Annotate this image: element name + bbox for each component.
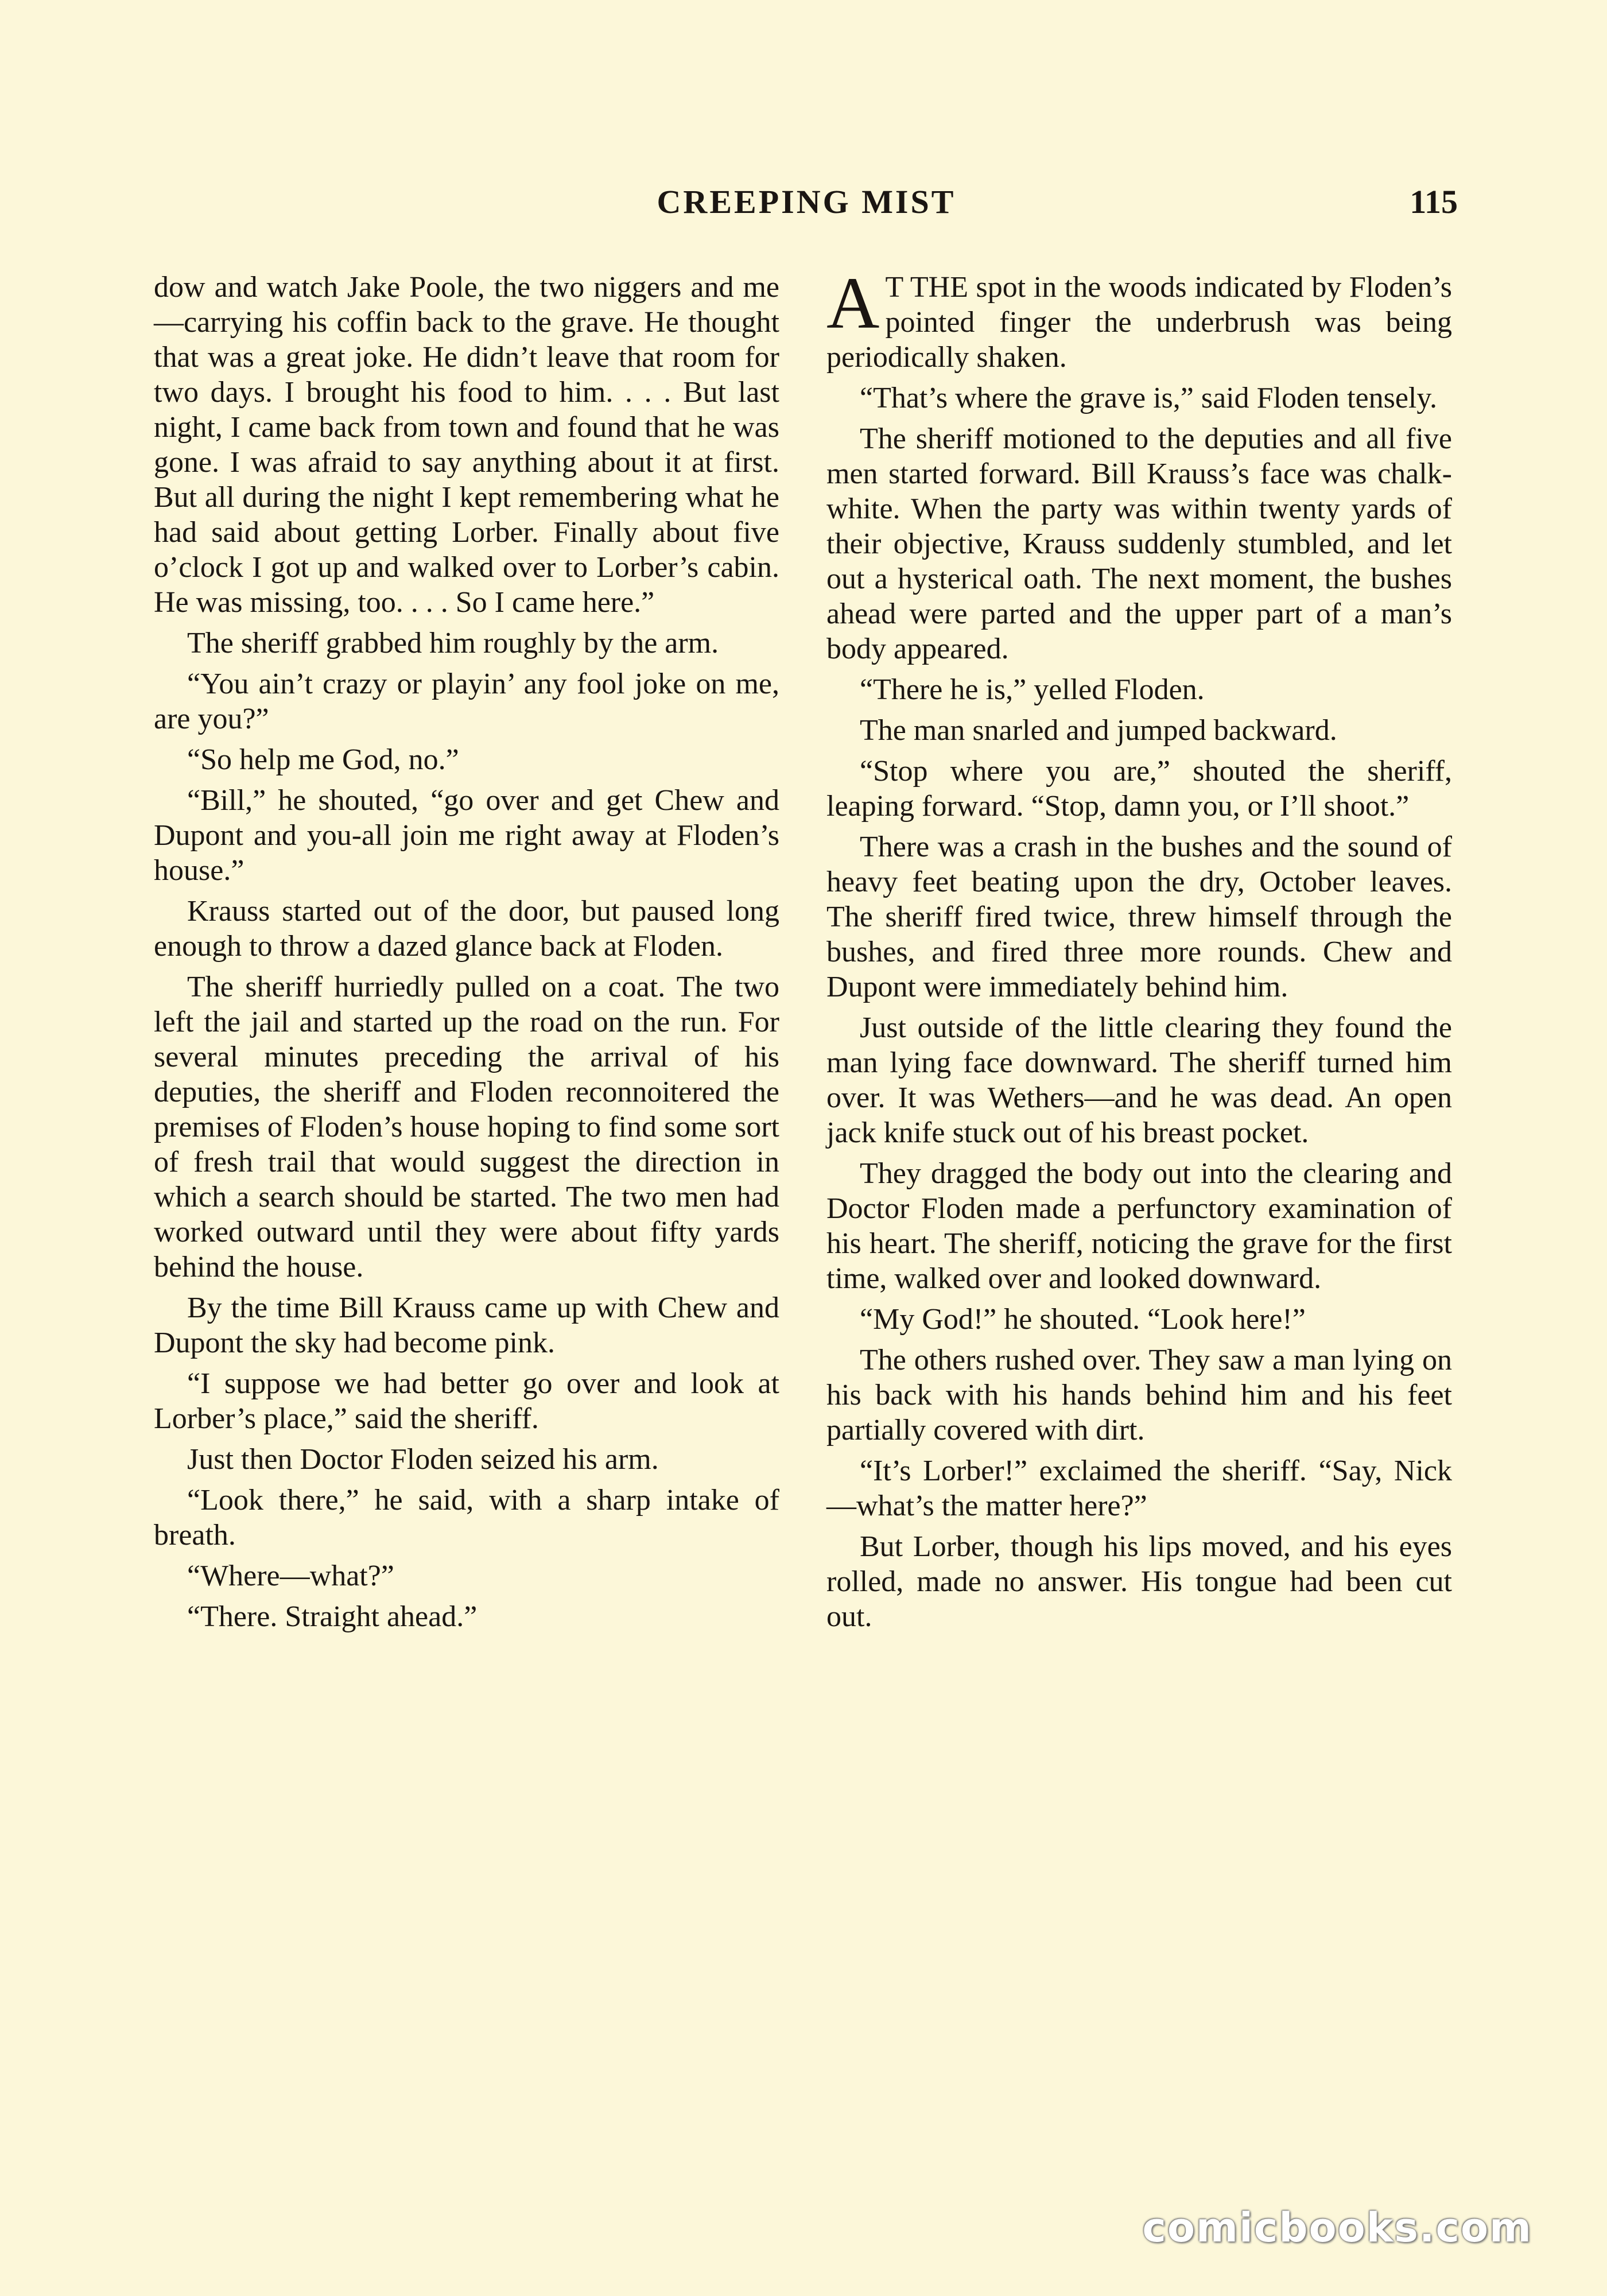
paragraph: “There he is,” yelled Floden. <box>860 673 1205 706</box>
running-title: CREEPING MIST <box>657 183 956 220</box>
paragraph: “Where—what?” <box>187 1560 394 1592</box>
paragraph: dow and watch Jake Poole, the two niggers and me—carrying his coffin back to the grave. He thought that was a great joke. He didn’t leave that room for two days. I brought his food to him. . . . But last night, I came back from town and found that he was gone. I was afraid to say anything about it at first. But all during the night I kept remembering what he had said about getting Lorber. Finally about five o’clock I got up and walked over to Lorber’s cabin. He was missing, too. . . . So I came here.” <box>154 271 779 619</box>
paragraph: “Look there,” he said, with a sharp intake of breath. <box>154 1484 779 1552</box>
paragraph: “It’s Lorber!” exclaimed the sheriff. “Say, Nick—what’s the matter here?” <box>826 1455 1452 1522</box>
paragraph: “Bill,” he shouted, “go over and get Chew and Dupont and you-all join me right away at Floden’s house.” <box>154 784 779 887</box>
paragraph: The others rushed over. They saw a man lying on his back with his hands behind him and his feet partially covered with dirt. <box>826 1344 1452 1446</box>
paragraph: There was a crash in the bushes and the sound of heavy feet beating upon the dry, October leaves. The sheriff fired twice, threw himself through the bushes, and fired three more rounds. Chew and Dupont were immediately behind him. <box>826 831 1452 1003</box>
paragraph: Krauss started out of the door, but paused long enough to throw a dazed glance back at Floden. <box>154 895 779 963</box>
paragraph: “I suppose we had better go over and look at Lorber’s place,” said the sheriff. <box>154 1367 779 1435</box>
paragraph: But Lorber, though his lips moved, and his eyes rolled, made no answer. His tongue had been cut out. <box>826 1530 1452 1633</box>
paragraph: They dragged the body out into the clearing and Doctor Floden made a perfunctory examination of his heart. The sheriff, noticing the grave for the first time, walked over and looked downward. <box>826 1157 1452 1295</box>
paragraph: “Stop where you are,” shouted the sheriff, leaping forward. “Stop, damn you, or I’ll shoot.” <box>826 755 1452 823</box>
paragraph: By the time Bill Krauss came up with Chew and Dupont the sky had become pink. <box>154 1292 779 1359</box>
paragraph: The man snarled and jumped backward. <box>860 714 1337 747</box>
opening-paragraph <box>826 262 1452 375</box>
drop-cap: A <box>826 262 880 344</box>
paragraph: Just outside of the little clearing they found the man lying face downward. The sheriff turned him over. It was Wethers—and he was dead. An open jack knife stuck out of his breast pocket. <box>826 1011 1452 1149</box>
paragraph: “That’s where the grave is,” said Floden tensely. <box>860 382 1437 414</box>
paragraph: The sheriff motioned to the deputies and all five men started forward. Bill Krauss’s face was chalk-white. When the party was within twenty yards of their objective, Krauss suddenly stumbled, and let out a hysterical oath. The next moment, the bushes ahead were parted and the upper part of a man’s body appeared. <box>826 422 1452 665</box>
right-column <box>826 262 1452 1640</box>
paragraph: “My God!” he shouted. “Look here!” <box>860 1303 1306 1336</box>
paragraph: Just then Doctor Floden seized his arm. <box>187 1443 659 1476</box>
paragraph: The sheriff grabbed him roughly by the arm. <box>187 627 719 660</box>
paragraph: The sheriff hurriedly pulled on a coat. The two left the jail and started up the road on the run. For several minutes preceding the arrival of his deputies, the sheriff and Floden reconnoitered the premises of Floden’s house hoping to find some sort of fresh trail that would suggest the direction in which a search should be started. The two men had worked outward until they were about fifty yards behind the house. <box>154 971 779 1283</box>
running-head <box>155 183 1458 223</box>
paragraph: “You ain’t crazy or playin’ any fool joke on me, are you?” <box>154 668 779 735</box>
opening-text: T THE spot in the woods indicated by Floden’s pointed finger the underbrush was being periodically shaken. <box>826 271 1452 374</box>
left-column <box>154 270 779 1640</box>
watermark-logo: comicbooks.com <box>1142 2204 1532 2251</box>
paragraph: “So help me God, no.” <box>187 743 459 776</box>
paragraph: “There. Straight ahead.” <box>187 1600 478 1633</box>
page-number: 115 <box>1410 183 1458 220</box>
